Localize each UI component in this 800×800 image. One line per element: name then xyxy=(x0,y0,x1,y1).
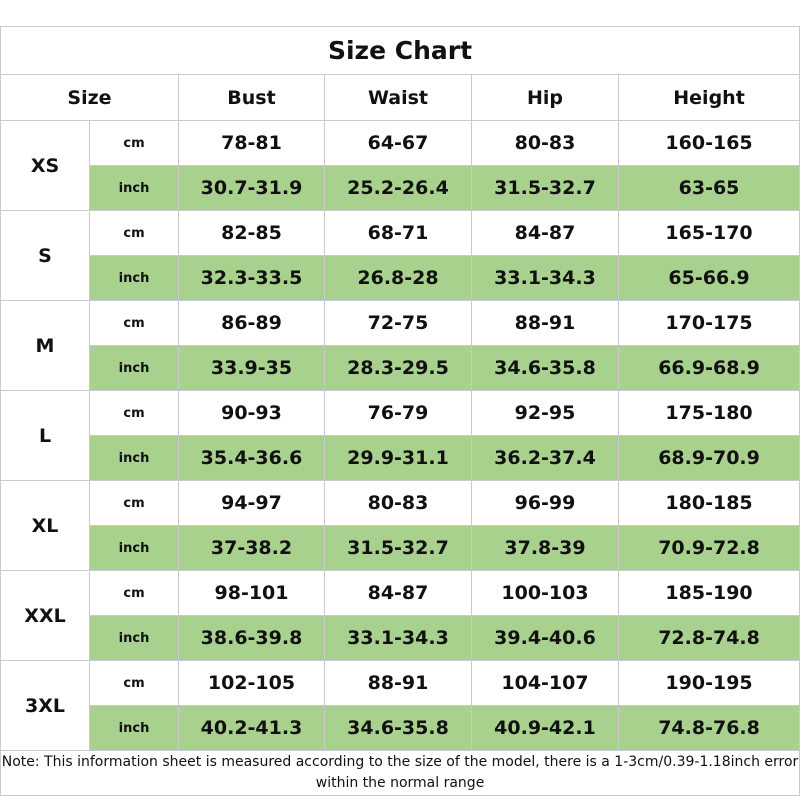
unit-label: inch xyxy=(90,166,179,211)
bust-value: 37-38.2 xyxy=(179,526,325,571)
unit-label: inch xyxy=(90,616,179,661)
unit-label: cm xyxy=(90,121,179,166)
table-row xyxy=(1,526,800,571)
hip-value: 84-87 xyxy=(472,211,619,256)
height-value: 66.9-68.9 xyxy=(619,346,800,391)
unit-label: cm xyxy=(90,571,179,616)
hip-value: 31.5-32.7 xyxy=(472,166,619,211)
unit-label: cm xyxy=(90,301,179,346)
bust-value: 35.4-36.6 xyxy=(179,436,325,481)
waist-value: 28.3-29.5 xyxy=(325,346,472,391)
bust-value: 90-93 xyxy=(179,391,325,436)
size-label: 3XL xyxy=(1,661,90,751)
header-size: Size xyxy=(1,75,179,121)
table-row xyxy=(1,571,800,616)
size-chart-table xyxy=(0,26,800,796)
height-value: 74.8-76.8 xyxy=(619,706,800,751)
height-value: 180-185 xyxy=(619,481,800,526)
bust-value: 32.3-33.5 xyxy=(179,256,325,301)
bust-value: 78-81 xyxy=(179,121,325,166)
height-value: 65-66.9 xyxy=(619,256,800,301)
waist-value: 26.8-28 xyxy=(325,256,472,301)
height-value: 165-170 xyxy=(619,211,800,256)
hip-value: 40.9-42.1 xyxy=(472,706,619,751)
chart-title: Size Chart xyxy=(1,27,800,75)
bust-value: 94-97 xyxy=(179,481,325,526)
height-value: 63-65 xyxy=(619,166,800,211)
bust-value: 40.2-41.3 xyxy=(179,706,325,751)
note: Note: This information sheet is measured according to the size of the model, there is a 1-3cm/0.39-1.18inch error within the normal range xyxy=(1,751,800,796)
hip-value: 88-91 xyxy=(472,301,619,346)
table-row xyxy=(1,481,800,526)
size-label: XXL xyxy=(1,571,90,661)
height-value: 70.9-72.8 xyxy=(619,526,800,571)
table-row xyxy=(1,391,800,436)
unit-label: inch xyxy=(90,706,179,751)
table-row xyxy=(1,706,800,751)
height-value: 160-165 xyxy=(619,121,800,166)
unit-label: cm xyxy=(90,211,179,256)
unit-label: cm xyxy=(90,481,179,526)
table-row xyxy=(1,436,800,481)
waist-value: 80-83 xyxy=(325,481,472,526)
height-value: 72.8-74.8 xyxy=(619,616,800,661)
hip-value: 80-83 xyxy=(472,121,619,166)
size-label: XL xyxy=(1,481,90,571)
size-chart xyxy=(0,26,799,796)
table-row xyxy=(1,166,800,211)
header-hip: Hip xyxy=(472,75,619,121)
unit-label: inch xyxy=(90,256,179,301)
unit-label: inch xyxy=(90,526,179,571)
waist-value: 76-79 xyxy=(325,391,472,436)
unit-label: inch xyxy=(90,346,179,391)
header-bust: Bust xyxy=(179,75,325,121)
unit-label: cm xyxy=(90,661,179,706)
hip-value: 92-95 xyxy=(472,391,619,436)
hip-value: 34.6-35.8 xyxy=(472,346,619,391)
bust-value: 82-85 xyxy=(179,211,325,256)
bust-value: 86-89 xyxy=(179,301,325,346)
hip-value: 96-99 xyxy=(472,481,619,526)
bust-value: 38.6-39.8 xyxy=(179,616,325,661)
height-value: 170-175 xyxy=(619,301,800,346)
height-value: 185-190 xyxy=(619,571,800,616)
table-row xyxy=(1,346,800,391)
size-label: L xyxy=(1,391,90,481)
bust-value: 30.7-31.9 xyxy=(179,166,325,211)
waist-value: 34.6-35.8 xyxy=(325,706,472,751)
hip-value: 33.1-34.3 xyxy=(472,256,619,301)
header-height: Height xyxy=(619,75,800,121)
waist-value: 88-91 xyxy=(325,661,472,706)
bust-value: 33.9-35 xyxy=(179,346,325,391)
waist-value: 33.1-34.3 xyxy=(325,616,472,661)
unit-label: inch xyxy=(90,436,179,481)
unit-label: cm xyxy=(90,391,179,436)
height-value: 190-195 xyxy=(619,661,800,706)
waist-value: 31.5-32.7 xyxy=(325,526,472,571)
waist-value: 68-71 xyxy=(325,211,472,256)
waist-value: 29.9-31.1 xyxy=(325,436,472,481)
bust-value: 98-101 xyxy=(179,571,325,616)
waist-value: 25.2-26.4 xyxy=(325,166,472,211)
table-row xyxy=(1,616,800,661)
hip-value: 104-107 xyxy=(472,661,619,706)
bust-value: 102-105 xyxy=(179,661,325,706)
height-value: 68.9-70.9 xyxy=(619,436,800,481)
hip-value: 36.2-37.4 xyxy=(472,436,619,481)
hip-value: 37.8-39 xyxy=(472,526,619,571)
waist-value: 64-67 xyxy=(325,121,472,166)
size-label: M xyxy=(1,301,90,391)
hip-value: 100-103 xyxy=(472,571,619,616)
table-row xyxy=(1,301,800,346)
hip-value: 39.4-40.6 xyxy=(472,616,619,661)
waist-value: 72-75 xyxy=(325,301,472,346)
table-row xyxy=(1,256,800,301)
table-row xyxy=(1,661,800,706)
size-label: XS xyxy=(1,121,90,211)
waist-value: 84-87 xyxy=(325,571,472,616)
header-waist: Waist xyxy=(325,75,472,121)
height-value: 175-180 xyxy=(619,391,800,436)
size-rows xyxy=(1,121,800,751)
table-row xyxy=(1,121,800,166)
size-label: S xyxy=(1,211,90,301)
table-row xyxy=(1,211,800,256)
